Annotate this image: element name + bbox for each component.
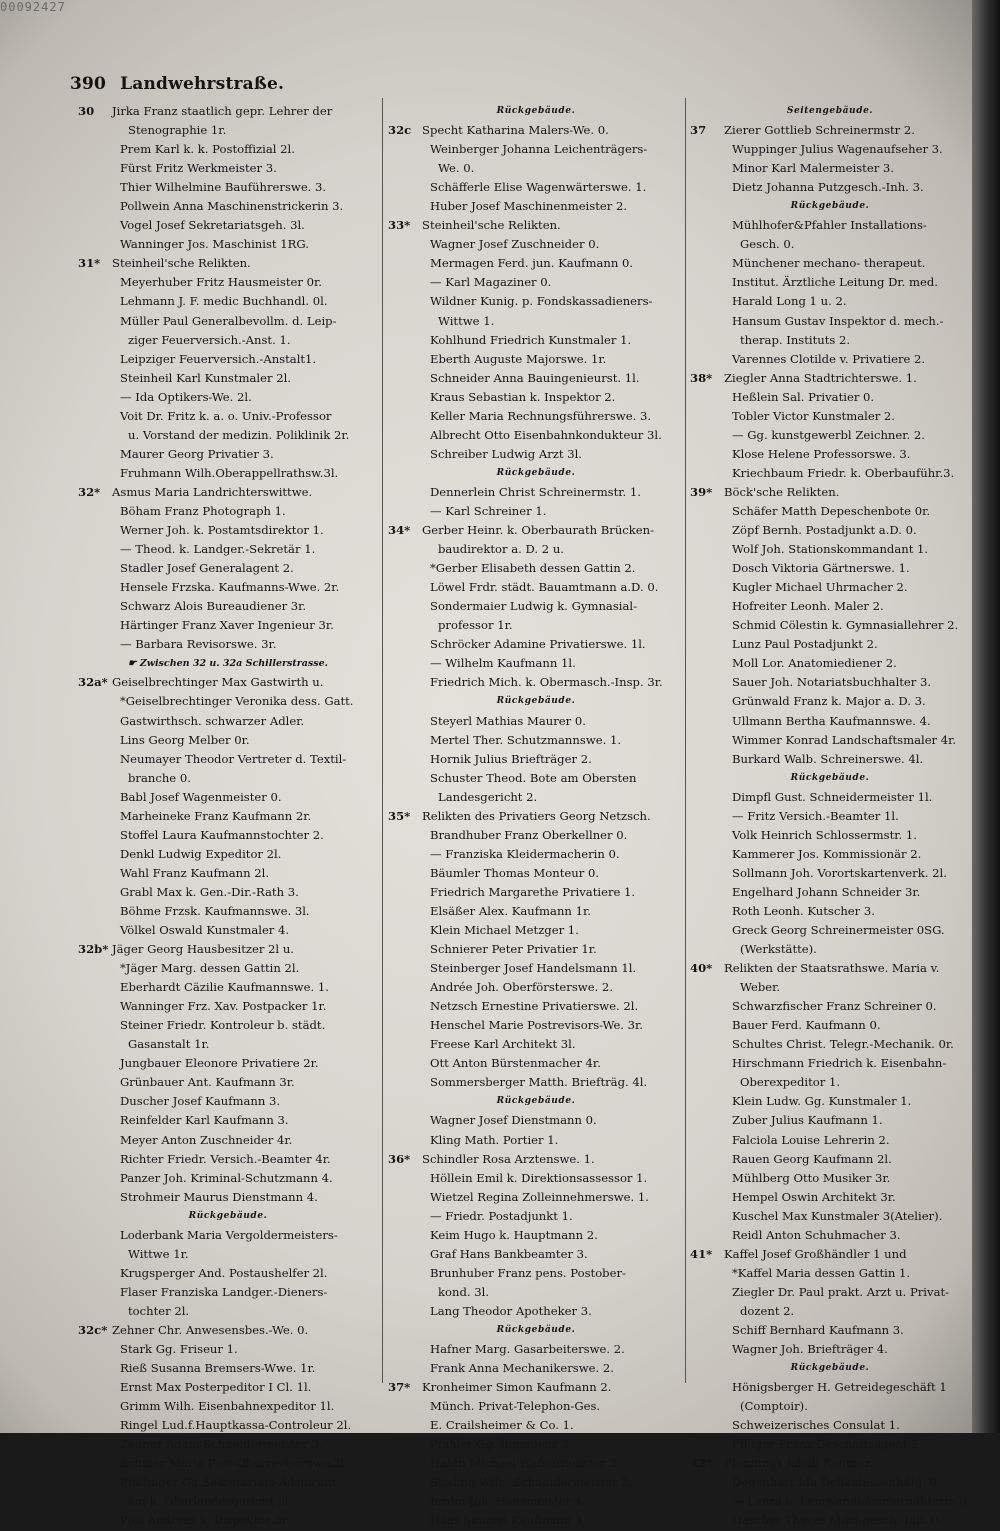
resident-text: Jäger Georg Hausbesitzer 2l u. [112, 942, 294, 957]
house-number: 31* [78, 256, 101, 271]
book-spine-shadow [972, 0, 1000, 1433]
resident-entry: Netzsch Ernestine Privatierswe. 2l. [430, 999, 639, 1014]
resident-entry: — Gg. kunstgewerbl Zeichner. 2. [732, 427, 925, 442]
resident-entry: Werner Joh. k. Postamtsdirektor 1. [120, 523, 324, 538]
house-number: 30 [78, 104, 95, 118]
resident-entry: — Ida Optikers-We. 2l. [120, 389, 252, 404]
resident-entry: Kuschel Max Kunstmaler 3(Atelier). [732, 1208, 943, 1223]
resident-entry: Maurer Georg Privatier 3. [120, 446, 274, 461]
entry-continuation: professor 1r. [438, 618, 513, 633]
resident-entry: Böhme Frzsk. Kaufmannswe. 3l. [120, 903, 310, 918]
resident-entry: *Gerber Elisabeth dessen Gattin 2. [430, 561, 636, 576]
resident-entry: Fürst Fritz Werkmeister 3. [120, 161, 277, 176]
entry-continuation: Wittwe 1r. [128, 1246, 189, 1261]
resident-entry: Duscher Josef Kaufmann 3. [120, 1094, 281, 1109]
resident-entry: *Geiselbrechtinger Veronika dess. Gatt. [120, 694, 354, 709]
resident-entry: Hempel Oswin Architekt 3r. [732, 1189, 896, 1204]
resident-entry: Haidn Michael Hafnermeister 3. [430, 1456, 621, 1471]
entry-continuation: tochter 2l. [128, 1303, 190, 1318]
resident-entry: Wanninger Jos. Maschinist 1RG. [120, 237, 309, 252]
resident-entry: Schultes Christ. Telegr.-Mechanik. 0r. [732, 1037, 954, 1052]
resident-entry: Hascher Theres Milchgesch.-Inh. 0. [732, 1513, 943, 1528]
resident-entry: Härtinger Franz Xaver Ingenieur 3r. [120, 618, 334, 633]
resident-entry: Keim Hugo k. Hauptmann 2. [430, 1227, 598, 1242]
house-number-entry [78, 940, 378, 959]
house-number: 37 [690, 123, 707, 138]
resident-entry: Zuber Julius Kaufmann 1. [732, 1113, 883, 1128]
house-number-entry [690, 483, 970, 502]
house-number: 40* [690, 961, 713, 976]
resident-entry: Mühlberg Otto Musiker 3r. [732, 1170, 891, 1185]
resident-entry: Keller Maria Rechnungsführerswe. 3. [430, 408, 652, 423]
resident-entry: Steding Wilh. Schneidermeister 3. [430, 1475, 633, 1490]
resident-entry: Münchener mechano- therapeut. [732, 256, 926, 271]
resident-entry: Lins Georg Melber 0r. [120, 732, 250, 747]
resident-entry: Frank Anna Mechanikerswe. 2. [430, 1361, 614, 1376]
resident-entry: Denkl Ludwig Expeditor 2l. [120, 846, 282, 861]
resident-entry: Tobler Victor Kunstmaler 2. [732, 408, 895, 423]
resident-entry: Müller Paul Generalbevollm. d. Leip- [120, 313, 337, 328]
resident-entry: Sauer Joh. Notariatsbuchhalter 3. [732, 675, 932, 690]
house-number-entry [388, 1150, 684, 1169]
house-number: 33* [388, 218, 411, 233]
resident-entry: — Fritz Versich.-Beamter 1l. [732, 808, 899, 823]
house-number: 32c* [78, 1323, 108, 1337]
resident-text: Steinheil'sche Relikten. [422, 218, 561, 233]
resident-entry: Wagner Joh. Briefträger 4. [732, 1342, 888, 1357]
resident-entry: Jardin Joh. Hausmeister 4. [430, 1494, 586, 1509]
resident-entry: Graf Hans Bankbeamter 3. [430, 1246, 588, 1261]
resident-entry: — Barbara Revisorswe. 3r. [120, 637, 277, 652]
resident-entry: Grünwald Franz k. Major a. D. 3. [732, 694, 926, 709]
resident-entry: Schmer Maria Post-Oberrevisorswe.3l. [120, 1456, 349, 1471]
resident-entry: Krugsperger And. Postaushelfer 2l. [120, 1265, 328, 1280]
house-number-entry [78, 102, 378, 121]
house-number-entry [690, 1245, 970, 1264]
entry-continuation: am k. Oberlandesgericht 3l. [128, 1494, 293, 1509]
entry-continuation: Oberexpeditor 1. [740, 1075, 841, 1090]
resident-text: Zierer Gottlieb Schreinermstr 2. [724, 123, 915, 138]
resident-entry: *Jäger Marg. dessen Gattin 2l. [120, 961, 300, 976]
entry-continuation: therap. Instituts 2. [740, 332, 851, 347]
resident-entry: Meyerhuber Fritz Hausmeister 0r. [120, 275, 322, 290]
resident-entry: — Wilhelm Kaufmann 1l. [430, 656, 576, 671]
resident-text: Schindler Rosa Arztenswe. 1. [422, 1151, 595, 1166]
resident-text: Steinheil'sche Relikten. [112, 256, 251, 271]
resident-entry: Klein Michael Metzger 1. [430, 923, 579, 938]
resident-entry: Wanninger Frz. Xav. Postpacker 1r. [120, 999, 327, 1014]
resident-entry: Freese Karl Architekt 3l. [430, 1037, 576, 1052]
resident-entry: Eberhardt Cäzilie Kaufmannswe. 1. [120, 980, 329, 995]
resident-entry: Steyerl Mathias Maurer 0. [430, 713, 586, 728]
resident-entry: Heßlein Sal. Privatier 0. [732, 389, 875, 404]
house-number: 38* [690, 370, 713, 385]
entry-continuation: Landesgericht 2. [438, 789, 538, 804]
resident-entry: Hafner Marg. Gasarbeiterswe. 2. [430, 1342, 625, 1357]
page-number: 390 [70, 74, 107, 94]
resident-entry: Wolf Joh. Stationskommandant 1. [732, 542, 929, 557]
resident-entry: Dietz Johanna Putzgesch.-Inh. 3. [732, 180, 924, 195]
house-number: 34* [388, 523, 411, 538]
resident-entry: Albrecht Otto Eisenbahnkondukteur 3l. [430, 427, 662, 442]
resident-entry: Kraus Sebastian k. Inspektor 2. [430, 389, 616, 404]
resident-entry: Brunhuber Franz pens. Postober- [430, 1265, 626, 1280]
house-number: 32a* [78, 675, 108, 690]
resident-entry: Falciola Louise Lehrerin 2. [732, 1132, 890, 1147]
resident-entry: Richter Friedr. Versich.-Beamter 4r. [120, 1151, 331, 1166]
resident-entry: Andrée Joh. Oberförsterswe. 2. [430, 980, 613, 995]
resident-entry: — Theod. k. Landger.-Sekretär 1. [120, 542, 316, 557]
resident-entry: Greck Georg Schreinermeister 0SG. [732, 923, 945, 938]
house-number: 32* [78, 484, 101, 499]
house-number-entry [690, 959, 970, 978]
resident-entry: Schuster Theod. Bote am Obersten [430, 770, 637, 785]
resident-entry: — Laura k. Leinwandkammernähterin 0. [732, 1494, 971, 1509]
house-number-entry [388, 216, 684, 235]
resident-entry: Klein Ludw. Gg. Kunstmaler 1. [732, 1094, 912, 1109]
resident-text: Geiselbrechtinger Max Gastwirth u. [112, 675, 324, 690]
resident-entry: Ringel Lud.f.Hauptkassa-Controleur 2l. [120, 1418, 352, 1433]
resident-entry: Sollmann Joh. Vorortskartenverk. 2l. [732, 865, 947, 880]
column-1 [78, 102, 378, 1531]
resident-entry: Zehner Adam Schneidermeister 3. [120, 1437, 323, 1452]
section-heading: Rückgebäude. [496, 696, 576, 707]
resident-text: Jirka Franz staatlich gepr. Lehrer der [112, 104, 333, 118]
resident-entry: Wuppinger Julius Wagenaufseher 3. [732, 142, 943, 157]
resident-entry: Neumayer Theodor Vertreter d. Textil- [120, 751, 347, 766]
resident-entry: Schiff Bernhard Kaufmann 3. [732, 1323, 904, 1337]
house-number-entry [78, 254, 378, 273]
resident-entry: Kugler Michael Uhrmacher 2. [732, 580, 908, 595]
resident-text: Gerber Heinr. k. Oberbaurath Brücken- [422, 523, 655, 538]
resident-entry: Pflüger Franz Geschäftsagent 2. [732, 1437, 923, 1452]
resident-entry: Huber Josef Maschinenmeister 2. [430, 199, 628, 214]
resident-entry: Brandhuber Franz Oberkellner 0. [430, 827, 628, 842]
resident-entry: Hensele Frzska. Kaufmanns-Wwe. 2r. [120, 580, 340, 595]
house-number: 42* [690, 1456, 713, 1471]
house-number-entry [388, 1378, 684, 1397]
resident-entry: Löwel Frdr. städt. Bauamtmann a.D. 0. [430, 580, 659, 595]
resident-text: Kaffel Josef Großhändler 1 und [724, 1246, 907, 1261]
resident-entry: Mertel Ther. Schutzmannswe. 1. [430, 732, 622, 747]
resident-entry: Lang Theodor Apotheker 3. [430, 1303, 592, 1318]
entry-continuation: dozent 2. [740, 1303, 795, 1318]
resident-entry: Sommersberger Matth. Briefträg. 4l. [430, 1075, 648, 1090]
house-number: 37* [388, 1380, 411, 1395]
resident-entry: Dimpfl Gust. Schneidermeister 1l. [732, 789, 933, 804]
resident-entry: Haas Samuel Kaufmann 4. [430, 1513, 587, 1528]
resident-entry: Hirschmann Friedrich k. Eisenbahn- [732, 1056, 947, 1071]
section-heading: Rückgebäude. [790, 772, 870, 783]
entry-continuation: kond. 3l. [438, 1284, 490, 1299]
entry-continuation: branche 0. [128, 770, 191, 785]
resident-entry: Schwarzfischer Franz Schreiner 0. [732, 999, 937, 1014]
resident-entry: Grabl Max k. Gen.-Dir.-Rath 3. [120, 884, 299, 899]
resident-text: Relikten der Staatsrathswe. Maria v. [724, 961, 940, 976]
resident-entry: Höllein Emil k. Direktionsassessor 1. [430, 1170, 648, 1185]
resident-entry: — Karl Schreiner 1. [430, 503, 547, 518]
house-number-entry [690, 121, 970, 140]
house-number-entry [78, 673, 378, 692]
resident-entry: Münch. Privat-Telephon-Ges. [430, 1399, 601, 1414]
resident-entry: Meyer Anton Zuschneider 4r. [120, 1132, 293, 1147]
resident-entry: Varennes Clotilde v. Privatiere 2. [732, 351, 926, 366]
entry-continuation: Stenographie 1r. [128, 123, 227, 138]
resident-entry: Harald Long 1 u. 2. [732, 294, 847, 309]
resident-entry: Hansum Gustav Inspektor d. mech.- [732, 313, 944, 328]
resident-entry: Fruhmann Wilh.Oberappellrathsw.3l. [120, 465, 339, 480]
resident-entry: Friedrich Margarethe Privatiere 1. [430, 884, 636, 899]
resident-entry: *Kaffel Maria dessen Gattin 1. [732, 1265, 911, 1280]
house-number-entry [78, 1321, 378, 1340]
section-heading: Seitengebäude. [786, 106, 874, 116]
resident-entry: Grünbauer Ant. Kaufmann 3r. [120, 1075, 295, 1090]
entry-continuation: Weber. [740, 980, 781, 995]
resident-entry: Engelhard Johann Schneider 3r. [732, 884, 921, 899]
resident-entry: Strohmeir Maurus Dienstmann 4. [120, 1189, 318, 1204]
resident-entry: — Franziska Kleidermacherin 0. [430, 846, 620, 861]
resident-entry: Wildner Kunig. p. Fondskassadieners- [430, 294, 653, 309]
resident-entry: Ernst Max Posterpeditor I Cl. 1l. [120, 1380, 312, 1395]
resident-entry: Mühlhofer&Pfahler Installations- [732, 218, 927, 233]
resident-entry: Schröcker Adamine Privatierswe. 1l. [430, 637, 646, 652]
resident-entry: Pösl Andreas k. Inspektor 3r. [120, 1513, 290, 1528]
resident-entry: E. Crailsheimer & Co. 1. [430, 1418, 574, 1433]
resident-text: Kronheimer Simon Kaufmann 2. [422, 1380, 612, 1395]
house-number: 32b* [78, 942, 109, 957]
column-3 [690, 102, 970, 1531]
resident-text: Ziegler Anna Stadtrichterswe. 1. [724, 370, 917, 385]
resident-entry: Burkard Walb. Schreinerswe. 4l. [732, 751, 924, 766]
resident-entry: Leipziger Feuerversich.-Anstalt1. [120, 351, 317, 366]
resident-entry: Wietzel Regina Zolleinnehmerswe. 1. [430, 1189, 649, 1204]
resident-entry: Steiner Friedr. Kontroleur b. städt. [120, 1018, 326, 1033]
running-head [70, 74, 284, 94]
resident-entry: Kriechbaum Friedr. k. Oberbauführ.3. [732, 465, 955, 480]
resident-entry: Völkel Oswald Kunstmaler 4. [120, 923, 290, 938]
resident-entry: Hofreiter Leonh. Maler 2. [732, 599, 884, 614]
resident-entry: Stark Gg. Friseur 1. [120, 1342, 238, 1357]
cross-street-note: ☛ Zwischen 32 u. 32a Schillerstrasse. [128, 658, 328, 670]
resident-entry: Schnierer Peter Privatier 1r. [430, 942, 597, 957]
resident-entry: Schreiber Ludwig Arzt 3l. [430, 446, 582, 461]
resident-entry: Bäumler Thomas Monteur 0. [430, 865, 600, 880]
house-number-entry [388, 521, 684, 540]
resident-entry: — Karl Magaziner 0. [430, 275, 552, 290]
resident-entry: Moll Lor. Anatomiediener 2. [732, 656, 897, 671]
resident-entry: Volk Heinrich Schlossermstr. 1. [732, 827, 917, 842]
resident-entry: Grimm Wilh. Eisenbahnexpeditor 1l. [120, 1399, 335, 1414]
resident-entry: Rauen Georg Kaufmann 2l. [732, 1151, 892, 1166]
resident-entry: Steinheil Karl Kunstmaler 2l. [120, 370, 291, 385]
scan-id: 00092427 [0, 0, 66, 14]
resident-entry: Kohlhund Friedrich Kunstmaler 1. [430, 332, 632, 347]
resident-entry: Kling Math. Portier 1. [430, 1132, 559, 1147]
house-number: 35* [388, 808, 411, 823]
resident-entry: — Friedr. Postadjunkt 1. [430, 1208, 573, 1223]
resident-entry: Schmid Cölestin k. Gymnasiallehrer 2. [732, 618, 959, 633]
resident-entry: Flaser Franziska Landger.-Dieners- [120, 1284, 328, 1299]
resident-entry: Jungbauer Eleonore Privatiere 2r. [120, 1056, 319, 1071]
resident-entry: Roth Leonh. Kutscher 3. [732, 903, 875, 918]
resident-entry: Steinberger Josef Handelsmann 1l. [430, 961, 637, 976]
resident-entry: Wahl Franz Kaufmann 2l. [120, 865, 270, 880]
resident-entry: Wimmer Konrad Landschaftsmaler 4r. [732, 732, 957, 747]
resident-entry: Schäfer Matth Depeschenbote 0r. [732, 503, 931, 518]
entry-continuation: u. Vorstand der medizin. Poliklinik 2r. [128, 427, 350, 442]
resident-entry: Sondermaier Ludwig k. Gymnasial- [430, 599, 638, 614]
resident-entry: Böham Franz Photograph 1. [120, 503, 286, 518]
resident-text: Zehner Chr. Anwesensbes.-We. 0. [112, 1323, 309, 1337]
resident-entry: Babl Josef Wagenmeister 0. [120, 789, 282, 804]
resident-entry: Pollwein Anna Maschinenstrickerin 3. [120, 199, 344, 214]
entry-continuation: baudirektor a. D. 2 u. [438, 542, 564, 557]
resident-entry: Schweizerisches Consulat 1. [732, 1418, 900, 1433]
house-number: 36* [388, 1151, 411, 1166]
entry-continuation: Gesch. 0. [740, 237, 795, 252]
resident-entry: Ziegler Dr. Paul prakt. Arzt u. Privat- [732, 1284, 950, 1299]
section-heading: Rückgebäude. [790, 1363, 870, 1374]
resident-entry: Ullmann Bertha Kaufmannswe. 4. [732, 713, 931, 728]
column-2 [388, 102, 684, 1531]
entry-continuation: We. 0. [438, 161, 475, 176]
resident-entry: Reinfelder Karl Kaufmann 3. [120, 1113, 289, 1128]
entry-continuation: Wittwe 1. [438, 313, 495, 328]
resident-entry: Klose Helene Professorswe. 3. [732, 446, 911, 461]
column-rule [382, 98, 383, 1383]
resident-entry: Reidl Anton Schuhmacher 3. [732, 1227, 901, 1242]
resident-entry: Minor Karl Malermeister 3. [732, 161, 894, 176]
section-heading: Rückgebäude. [496, 106, 576, 116]
resident-entry: Rieß Susanna Bremsers-Wwe. 1r. [120, 1361, 316, 1376]
house-number-entry [388, 121, 684, 140]
resident-entry: Henschel Marie Postrevisors-We. 3r. [430, 1018, 643, 1033]
resident-entry: Lehmann J. F. medic Buchhandl. 0l. [120, 294, 328, 309]
resident-entry: Zöpf Bernh. Postadjunkt a.D. 0. [732, 523, 917, 538]
house-number-entry [690, 1454, 970, 1473]
resident-entry: Prem Karl k. k. Postoffizial 2l. [120, 142, 295, 157]
street-title: Landwehrstraße. [120, 74, 285, 94]
house-number-entry [690, 369, 970, 388]
resident-entry: Eberth Auguste Majorswe. 1r. [430, 351, 607, 366]
resident-entry: Vogel Josef Sekretariatsgeh. 3l. [120, 218, 305, 233]
house-number-entry [78, 483, 378, 502]
resident-entry: Bauer Ferd. Kaufmann 0. [732, 1018, 881, 1033]
resident-entry: Dennerlein Christ Schreinermstr. 1. [430, 484, 641, 499]
resident-entry: Voit Dr. Fritz k. a. o. Univ.-Professor [120, 408, 332, 423]
resident-entry: Thier Wilhelmine Bauführerswe. 3. [120, 180, 327, 195]
resident-entry: Wagner Josef Dienstmann 0. [430, 1113, 597, 1128]
resident-entry: Hönigsberger H. Getreidegeschäft 1 [732, 1380, 947, 1395]
resident-entry: Panzer Joh. Kriminal-Schutzmann 4. [120, 1170, 333, 1185]
resident-text: Böck'sche Relikten. [724, 484, 840, 499]
entry-continuation: (Werkstätte). [740, 942, 817, 957]
entry-continuation: ziger Feuerversich.-Anst. 1. [128, 332, 291, 347]
section-heading: Rückgebäude. [790, 201, 870, 212]
entry-continuation: (Comptoir). [740, 1399, 808, 1414]
resident-text: Specht Katharina Malers-We. 0. [422, 123, 609, 138]
resident-text: Relikten des Privatiers Georg Netzsch. [422, 808, 651, 823]
resident-entry: Schwarz Alois Bureaudiener 3r. [120, 599, 307, 614]
resident-entry: Elsäßer Alex. Kaufmann 1r. [430, 903, 591, 918]
resident-entry: Loderbank Maria Vergoldermeisters- [120, 1227, 338, 1242]
column-rule [685, 98, 686, 1383]
resident-text: Pfennings Jakob Rentner. [724, 1456, 873, 1471]
resident-entry: Kammerer Jos. Kommissionär 2. [732, 846, 922, 861]
resident-entry: Marheineke Franz Kaufmann 2r. [120, 808, 312, 823]
resident-entry: Ott Anton Bürstenmacher 4r. [430, 1056, 601, 1071]
resident-entry: Stoffel Laura Kaufmannstochter 2. [120, 827, 324, 842]
resident-entry: Pfahler Gg. Ingenieur 3. [430, 1437, 573, 1452]
resident-entry: Dosch Viktoria Gärtnerswe. 1. [732, 561, 910, 576]
house-number: 39* [690, 484, 713, 499]
resident-entry: Friedrich Mich. k. Obermasch.-Insp. 3r. [430, 675, 663, 690]
resident-entry: Schäfferle Elise Wagenwärterswe. 1. [430, 180, 647, 195]
resident-entry: Degenhart Ida Delikatessenhdlg. 0. [732, 1475, 941, 1490]
resident-entry: Schneider Anna Bauingenieurst. 1l. [430, 370, 640, 385]
entry-continuation: Gasanstalt 1r. [128, 1037, 210, 1052]
section-heading: Rückgebäude. [496, 1096, 576, 1107]
resident-entry: Pfäffinger Gg.Sekretariats-Adspirant [120, 1475, 337, 1490]
section-heading: Rückgebäude. [496, 467, 576, 478]
resident-entry: Lunz Paul Postadjunkt 2. [732, 637, 878, 652]
house-number-entry [388, 807, 684, 826]
section-heading: Rückgebäude. [496, 1325, 576, 1335]
resident-entry: Hornik Julius Briefträger 2. [430, 751, 592, 766]
resident-entry: Wagner Josef Zuschneider 0. [430, 237, 600, 252]
resident-entry: Stadler Josef Generalagent 2. [120, 561, 294, 576]
resident-entry: Weinberger Johanna Leichenträgers- [430, 142, 648, 157]
section-heading: Rückgebäude. [188, 1210, 268, 1221]
house-number: 32c [388, 123, 412, 138]
resident-entry: Institut. Ärztliche Leitung Dr. med. [732, 275, 938, 290]
house-number: 41* [690, 1246, 713, 1261]
resident-entry: Mermagen Ferd. jun. Kaufmann 0. [430, 256, 634, 271]
resident-text: Asmus Maria Landrichterswittwe. [112, 484, 313, 499]
resident-entry: Gastwirthsch. schwarzer Adler. [120, 713, 305, 728]
